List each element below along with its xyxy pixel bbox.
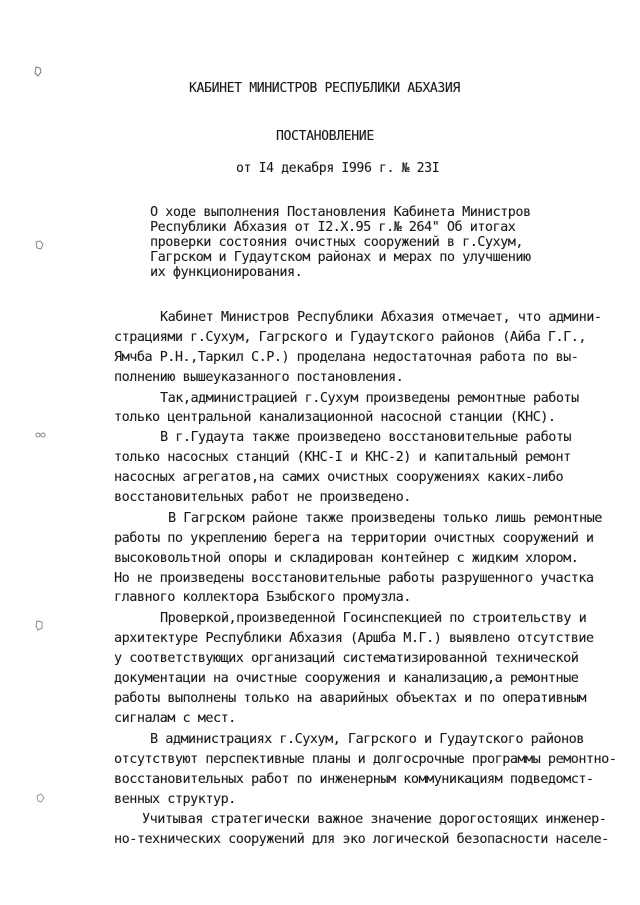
body-line: страциями г.Сухум, Гагрского и Гудаутского районов (Айба Г.Г., (114, 330, 586, 345)
body-line: Проверкой,произведенной Госинспекцией по строительству и (160, 611, 587, 626)
subject-line: Гагрском и Гудаутском районах и мерах по улучшению (150, 250, 531, 265)
body-line: но-технических сооружений для эко логической безопасности населе- (114, 832, 609, 847)
body-line: работы по укреплению берега на территории очистных сооружений и (114, 531, 594, 546)
body-line: насосных агрегатов,на самих очистных сооружениях каких-либо (114, 470, 564, 485)
body-line: Учитывая стратегически важное значение дорогостоящих инженер- (142, 812, 607, 827)
subject-line: проверки состояния очистных сооружений в г.Сухум, (150, 235, 523, 250)
body-line: В администрациях г.Сухум, Гагрского и Гудаутского районов (150, 732, 584, 747)
body-line: архитектуре Республики Абхазия (Аршба М.Г.) выявлено отсутствие (114, 631, 594, 646)
body-line: отсутствуют перспективные планы и долгосрочные программы ремонтно- (114, 752, 617, 767)
body-line: Но не произведены восстановительные работы разрушенного участка (114, 571, 594, 586)
scan-mark-icon (36, 793, 45, 804)
body-line: только центральной канализационной насосной станции (КНС). (114, 410, 556, 425)
body-line: венных структур. (114, 792, 236, 807)
body-line: только насосных станций (КНС-I и КНС-2) и капитальный ремонт (114, 450, 571, 465)
scan-mark-icon (34, 66, 43, 77)
body-line: восстановительных работ не произведено. (114, 490, 411, 505)
body-line: у соответствующих организаций систематизированной технической (114, 651, 579, 666)
body-line: сигналам с мест. (114, 711, 236, 726)
scan-mark-icon (35, 430, 44, 441)
subject-line: их функционирования. (150, 265, 303, 280)
body-line: восстановительных работ по инженерным коммуникациям подведомст- (114, 772, 594, 787)
document-date-number: от I4 декабря I996 г. № 23I (236, 161, 440, 176)
scan-mark-icon (35, 240, 44, 251)
body-line: Так,администрацией г.Сухум произведены ремонтные работы (160, 391, 579, 406)
body-line: Ямчба Р.Н.,Таркил С.Р.) проделана недостаточная работа по вы- (114, 350, 579, 365)
ministry-title: КАБИНЕТ МИНИСТРОВ РЕСПУБЛИКИ АБХАЗИЯ (189, 81, 460, 96)
scan-mark-icon (35, 620, 44, 631)
body-line: В Гагрском районе также произведены только лишь ремонтные (168, 511, 602, 526)
subject-line: О ходе выполнения Постановления Кабинета Министров (150, 205, 531, 220)
body-line: высоковольтной опоры и складирован контейнер с жидким хлором. (114, 551, 579, 566)
body-line: главного коллектора Бзыбского промузла. (114, 590, 411, 605)
body-line: полнению вышеуказанного постановления. (114, 370, 404, 385)
body-line: работы выполнены только на аварийных объектах и по оперативным (114, 691, 586, 706)
body-line: документации на очистные сооружения и канализацию,а ремонтные (114, 671, 579, 686)
subject-line: Республики Абхазия от I2.X.95 г.№ 264" Об итогах (150, 220, 516, 235)
body-line: В г.Гудаута также произведено восстановительные работы (160, 430, 572, 445)
document-type: ПОСТАНОВЛЕНИЕ (276, 129, 374, 144)
body-line: Кабинет Министров Республики Абхазия отмечает, что админи- (160, 310, 602, 325)
